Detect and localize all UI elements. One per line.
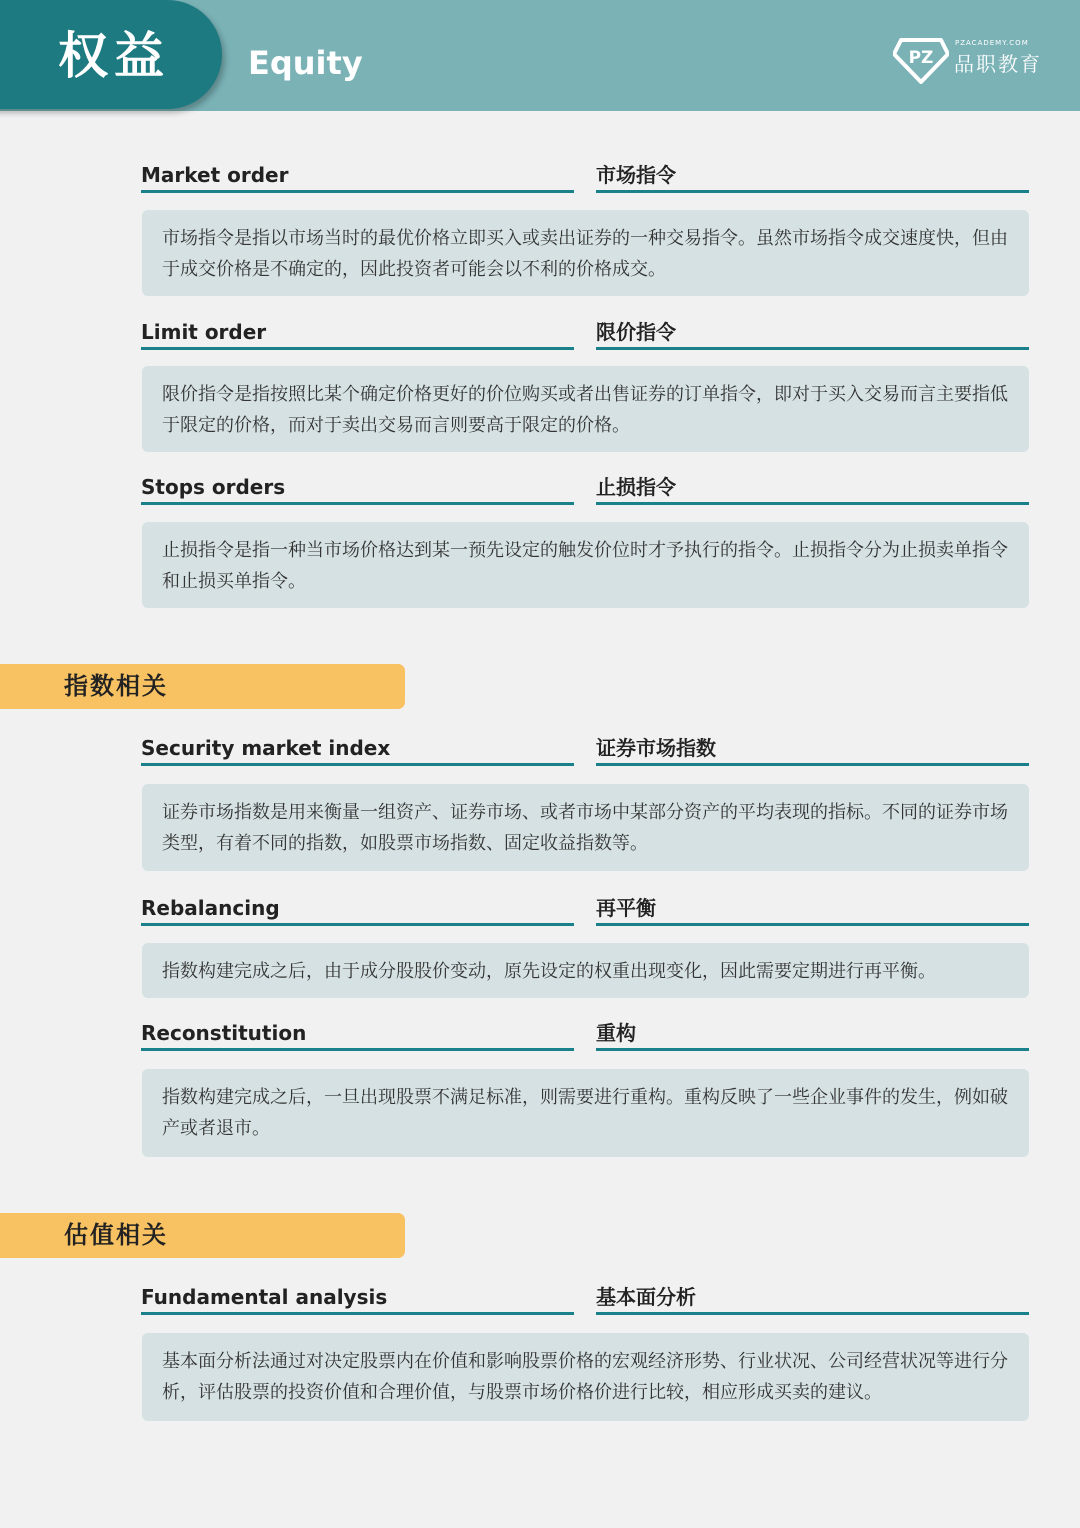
term-definition: 限价指令是指按照比某个确定价格更好的价位购买或者出售证券的订单指令，即对于买入交易而言主要指低于限定的价格，而对于卖出交易而言则要高于限定的价格。: [142, 366, 1029, 452]
term-definition: 止损指令是指一种当市场价格达到某一预先设定的触发价位时才予执行的指令。止损指令分为止损卖单指令和止损买单指令。: [142, 522, 1029, 608]
term-cn-label: 再平衡: [596, 893, 1029, 926]
svg-text:PZ: PZ: [908, 48, 934, 68]
logo-brand-name: 品职教育: [954, 52, 1042, 76]
term-cn-label: 重构: [596, 1018, 1029, 1051]
term-en-label: Stops orders: [141, 472, 574, 505]
page-title-cn: 权益: [58, 27, 170, 85]
term-en-label: Reconstitution: [141, 1018, 574, 1051]
term-cn-label: 证券市场指数: [596, 733, 1029, 766]
page-header: [0, 0, 1080, 111]
term-cn-label: 市场指令: [596, 160, 1029, 193]
term-en-label: Rebalancing: [141, 893, 574, 926]
term-definition: 指数构建完成之后，一旦出现股票不满足标准，则需要进行重构。重构反映了一些企业事件的发生，例如破产或者退市。: [142, 1069, 1029, 1157]
term-definition: 市场指令是指以市场当时的最优价格立即买入或卖出证券的一种交易指令。虽然市场指令成交速度快，但由于成交价格是不确定的，因此投资者可能会以不利的价格成交。: [142, 210, 1029, 296]
page-title-en: Equity: [248, 44, 363, 82]
term-en-label: Fundamental analysis: [141, 1282, 574, 1315]
diamond-logo-icon: [893, 36, 949, 84]
term-definition: 基本面分析法通过对决定股票内在价值和影响股票价格的宏观经济形势、行业状况、公司经营状况等进行分析，评估股票的投资价值和合理价值，与股票市场价格价进行比较，相应形成买卖的建议。: [142, 1333, 1029, 1421]
term-definition: 指数构建完成之后，由于成分股股价变动，原先设定的权重出现变化，因此需要定期进行再平衡。: [142, 943, 1029, 998]
brand-logo: [893, 36, 1053, 86]
section-title: 指数相关: [64, 672, 168, 700]
term-en-label: Market order: [141, 160, 574, 193]
term-en-label: Limit order: [141, 317, 574, 350]
logo-domain-text: PZACADEMY.COM: [955, 39, 1029, 47]
section-header-index: [0, 664, 405, 709]
term-cn-label: 限价指令: [596, 317, 1029, 350]
section-header-valuation: [0, 1213, 405, 1258]
term-cn-label: 基本面分析: [596, 1282, 1029, 1315]
section-title: 估值相关: [64, 1221, 168, 1249]
term-cn-label: 止损指令: [596, 472, 1029, 505]
term-definition: 证券市场指数是用来衡量一组资产、证券市场、或者市场中某部分资产的平均表现的指标。不同的证券市场类型，有着不同的指数，如股票市场指数、固定收益指数等。: [142, 784, 1029, 871]
term-en-label: Security market index: [141, 733, 574, 766]
